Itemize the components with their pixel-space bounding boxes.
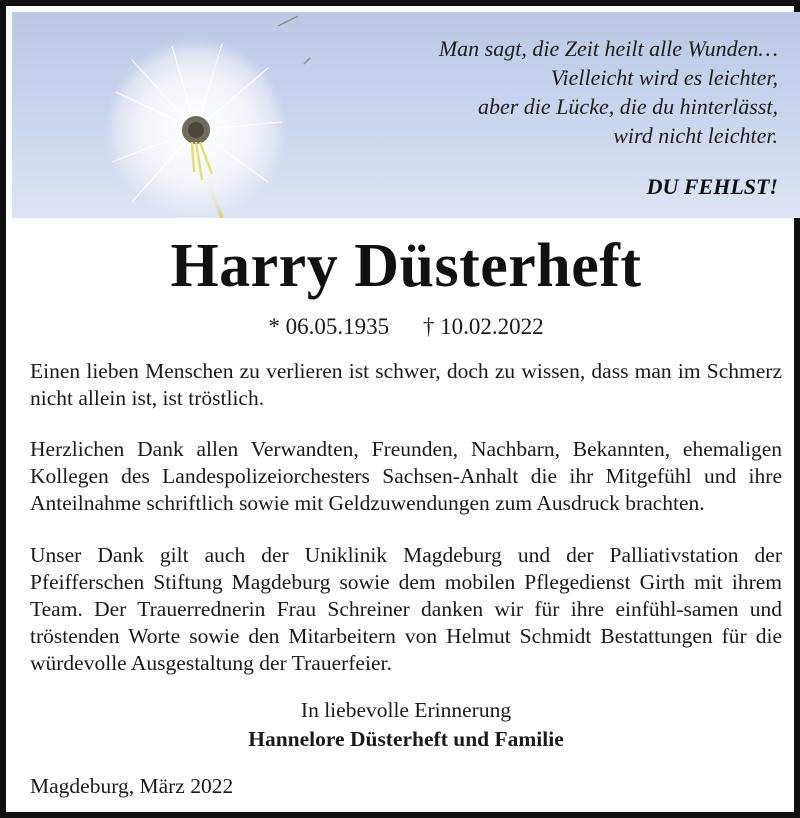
memorial-quote (439, 34, 778, 150)
quote-line: Vielleicht wird es leichter, (550, 65, 778, 90)
thanks-more-paragraph: Unser Dank gilt auch der Uniklinik Magdeburg und der Palliativstation der Pfeifferschen Stiftung Magdeburg sowie dem mobilen Pflegedienst Girth mit ihrem Team. Der Trauerrednerin Frau Schreiner danken wir für ihre einfühl-samen und tröstenden Worte sowie den Mitarbeitern von Helmut Schmidt Bestattungen für die würdevolle Ausgestaltung der Trauerfeier. (30, 543, 782, 675)
quote-line: Man sagt, die Zeit heilt alle Wunden… (438, 36, 778, 61)
intro-paragraph: Einen lieben Menschen zu verlieren ist schwer, doch zu wissen, dass man im Schmerz nicht allein ist, ist tröstlich. (30, 359, 782, 410)
place-date: Magdeburg, März 2022 (30, 774, 234, 798)
header-banner (12, 12, 800, 218)
quote-line: wird nicht leichter. (613, 123, 778, 148)
thanks-paragraph: Herzlichen Dank allen Verwandten, Freunden, Nachbarn, Bekannten, ehemaligen Kollegen des Landespolizeiorchesters Sachsen-Anhalt die ihr Mitgefühl und ihre Anteilnahme schriftlich sowie mit Geldzuwendungen zum Ausdruck brachten. (30, 437, 782, 515)
deceased-name: Harry Düsterheft (170, 232, 642, 300)
quote-line: aber die Lücke, die du hinterlässt, (477, 94, 778, 119)
closing-line: In liebevolle Erinnerung (300, 698, 512, 722)
death-date: † 10.02.2022 (422, 314, 544, 339)
dandelion-icon (72, 12, 312, 218)
birth-date: * 06.05.1935 (268, 314, 390, 339)
quote-emphasis: DU FEHLST! (646, 174, 778, 199)
signers: Hannelore Düsterheft und Familie (248, 727, 564, 751)
life-dates (6, 314, 800, 340)
